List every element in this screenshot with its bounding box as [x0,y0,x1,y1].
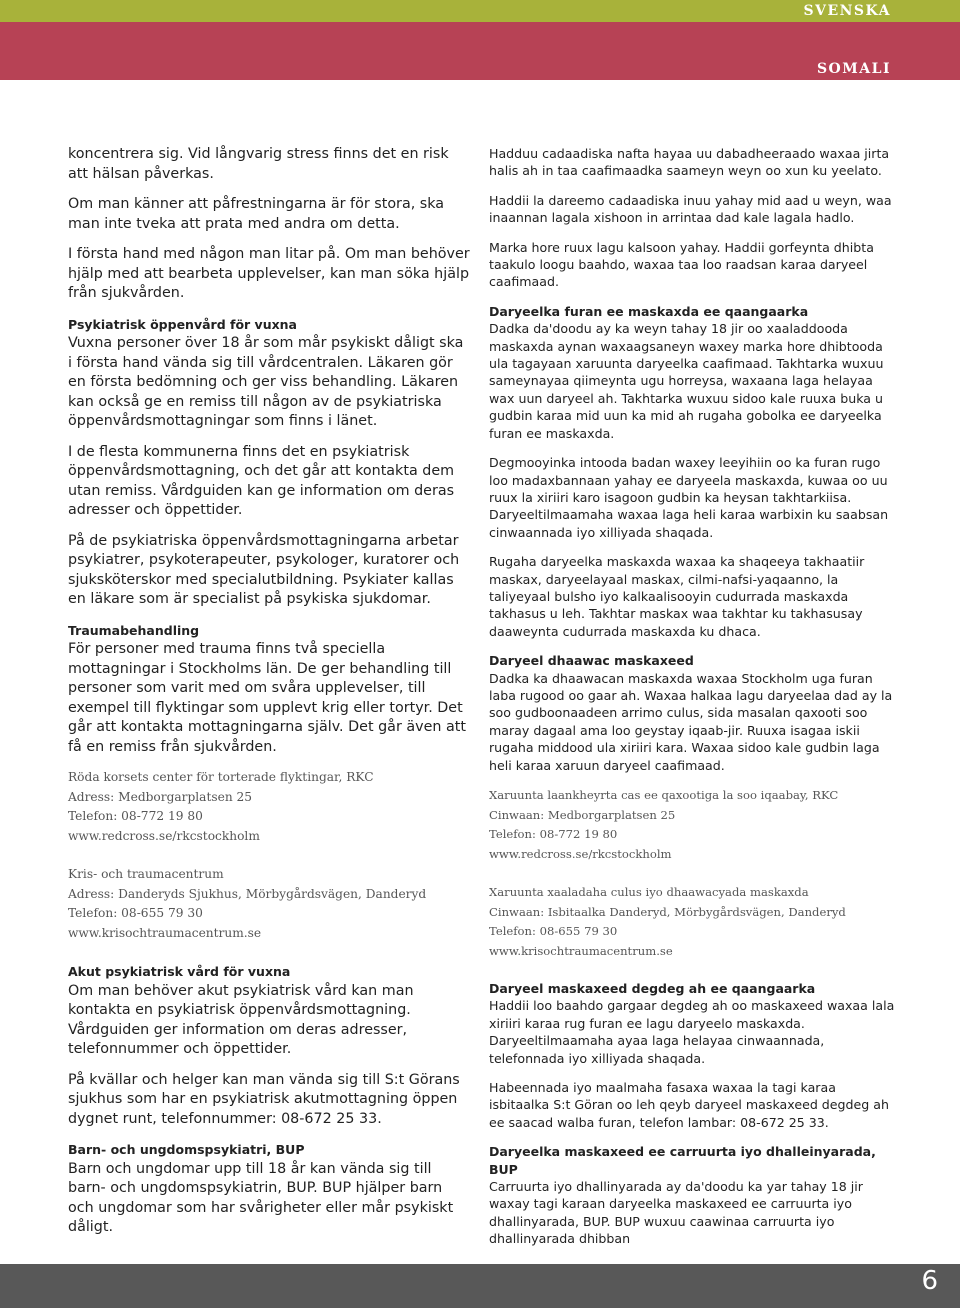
paragraph: På kvällar och helger kan man vända sig till S:t Görans sjukhus som har en psykiatrisk akutmottagning öppen dygnet runt, telefonnummer: 08-672 25 33. [68,1071,460,1127]
contact-name: Kris- och traumacentrum [68,867,224,881]
footer-band [0,1264,960,1308]
paragraph: Rugaha daryeelka maskaxda waxaa ka shaqeeya takhaatiir maskax, daryeelayaal maskax, cilmi-nafsi-yaqaanno, la taliyeyaal bulsho iyo kalkaalisooyin cudurrada maskaxda takhasus u leh. Takhtar maskax waa takhtar ku takhasusay daaweynta cudurrada maskaxda ku dhaca. [489,554,865,639]
contact-name: Röda korsets center för torterade flyktingar, RKC [68,770,374,784]
paragraph: Vuxna personer över 18 år som mår psykiskt dåligt ska i första hand vända sig till vårdcentralen. Läkaren gör en första bedömning och ger viss behandling. Läkaren kan också ge en remiss till någon av de psykiatriska öppenvårdsmottagningar som finns i länet. [68,335,464,429]
paragraph: Haddii la dareemo cadaadiska inuu yahay mid aad u weyn, waa inaannan lagala xishoon in arrintaa dad kale lagala hadlo. [489,192,892,226]
page-number: 6 [921,1266,938,1296]
contact-website: www.redcross.se/rkcstockholm [68,828,260,843]
paragraph: Haddii loo baahdo gargaar degdeg ah oo maskaxeed waxaa lala xiriiri karaa rug furan ee lagu daryeelo maskaxda. Daryeeltilmaamaha ayaa laga helayaa cinwaannada, telefonnada iyo xilliyada shaqada. [489,998,895,1066]
section-heading: Traumabehandling [68,622,200,638]
contact-phone: Telefon: 08-655 79 30 [68,906,203,920]
paragraph: Carruurta iyo dhallinyarada ay da'doodu ka yar tahay 18 jir waxay tagi karaan daryeelka maskaxeed ee carruurta iyo dhallinyarada, BUP. BUP wuxuu caawinaa carruurta iyo dhallinyarada dhibban [489,1179,863,1247]
section-heading: Barn- och ungdomspsykiatri, BUP [68,1142,305,1157]
contact-address: Adress: Medborgarplatsen 25 [68,789,253,804]
contact-phone: Telefon: 08-772 19 80 [68,809,203,823]
section-heading: Akut psykiatrisk vård för vuxna [68,964,291,979]
paragraph: I första hand med någon man litar på. Om man behöver hjälp med att bearbeta upplevelser, kan man söka hjälp från sjukvården. [68,246,470,301]
paragraph: koncentrera sig. Vid långvarig stress finns det en risk att hälsan påverkas. [68,146,449,182]
somali-column [489,145,899,1260]
swedish-column [68,145,470,1249]
paragraph: Dadka ka dhaawacan maskaxda waxaa Stockholm uga furan laba rugood oo gaar ah. Waxaa halkaa lagu daryeelaa dad ay la soo gudboonaadeen arrimo culus, sida masalan qaxooti soo maray dagaal ama loo geystay iqaab-jir. Ruuxa isagaa iskii rugaha middood ula xiriiri kara. Waxaa sidoo kale gudbin laga heli karaa xaruun daryeel caafimaad. [489,670,893,773]
contact-phone: Telefon: 08-772 19 80 [489,827,618,841]
contact-name: Xaruunta laankheyrta cas ee qaxootiga la soo iqaabay, RKC [489,788,839,802]
language-label-somali: SOMALI [816,61,891,77]
contact-website: www.krisochtraumacentrum.se [68,925,262,940]
paragraph: På de psykiatriska öppenvårdsmottagningarna arbetar psykiatrer, psykoterapeuter, psykologer, kuratorer och sjuksköterskor med specialutbildning. Psykiater kallas en läkare som är specialist på psykiska sjukdomar. [68,532,460,607]
contact-name: Xaruunta xaaladaha culus iyo dhaawacyada maskaxda [489,885,809,899]
contact-block-rkc [489,786,899,864]
paragraph: Om man känner att påfrestningarna är för stora, ska man inte tveka att prata med andra om detta. [68,196,445,232]
contact-block-rkc [68,768,470,846]
language-label-svenska: SVENSKA [803,3,891,19]
section-heading: Daryeel maskaxeed degdeg ah ee qaangaarka [489,981,816,996]
contact-website: www.krisochtraumacentrum.se [489,943,673,958]
paragraph: Dadka da'doodu ay ka weyn tahay 18 jir oo xaaladdooda maskaxda aynan waxaagsaneyn waxey marka hore dhibtooda ula tagayaan xaruunta daryeelka caafimaad. Takhtarka wuxuu sameynayaa qiimeynta ugu horreysa, waxaana laga helayaa wax uun daryeel ah. Takhtarka wuxuu sidoo kale ruuxa buka u gudbin karaa mid uun ka mid ah rugaha gobolka ee daryeelka furan ee maskaxda. [489,321,884,441]
paragraph: Om man behöver akut psykiatrisk vård kan man kontakta en psykiatrisk öppenvårdsmottagning. Vårdguiden ger information om deras adresser, telefonnummer och öppettider. [68,982,414,1057]
section-heading: Daryeel dhaawac maskaxeed [489,653,694,669]
contact-address: Adress: Danderyds Sjukhus, Mörbygårdsvägen, Danderyd [68,886,427,901]
contact-phone: Telefon: 08-655 79 30 [489,924,618,938]
paragraph: För personer med trauma finns två speciella mottagningar i Stockholms län. De ger behandling till personer som varit med om svåra upplevelser, till exempel till flyktingar som upplevt krig eller tortyr. Det går att kontakta mottagningarna själv. Det går även att få en remiss från sjukvården. [68,641,466,755]
paragraph: Marka hore ruux lagu kalsoon yahay. Haddii gorfeynta dhibta taakulo loogu baahdo, waxaa taa loo raadsan karaa daryeel caafimaad. [489,239,874,290]
paragraph: Barn och ungdomar upp till 18 år kan vända sig till barn- och ungdomspsykiatrin, BUP. BUP hjälper barn och ungdomar som har svårigheter eller mår psykiskt dåligt. [68,1160,454,1235]
paragraph: Degmooyinka intooda badan waxey leeyihiin oo ka furan rugo loo madaxbannaan yahay ee daryeela maskaxda, kuwaa oo uu ruux la xiriiri karo isagoon gudbin ka heysan takhtarkiisa. Daryeeltilmaamaha waxaa laga heli karaa warbixin ku saabsan cinwaannada iyo xilliyada shaqada. [489,455,889,540]
section-heading: Psykiatrisk öppenvård för vuxna [68,316,297,332]
section-heading: Daryeelka maskaxeed ee carruurta iyo dhalleinyarada, BUP [489,1144,876,1177]
contact-address: Cinwaan: Medborgarplatsen 25 [489,807,676,822]
contact-address: Cinwaan: Isbitaalka Danderyd, Mörbygårdsvägen, Danderyd [489,904,846,919]
contact-website: www.redcross.se/rkcstockholm [489,846,672,861]
contact-block-kris [68,865,470,943]
paragraph: Hadduu cadaadiska nafta hayaa uu dabadheeraado waxaa jirta halis ah in taa caafimaadka saameyn weyn oo xun ku yeelato. [489,146,890,179]
section-heading: Daryeelka furan ee maskaxda ee qaangaarka [489,303,809,319]
contact-block-kris [489,883,899,961]
paragraph: I de flesta kommunerna finns det en psykiatrisk öppenvårdsmottagning, och det går att kontakta dem utan remiss. Vårdguiden kan ge information om deras adresser och öppettider. [68,443,455,518]
paragraph: Habeennada iyo maalmaha fasaxa waxaa la tagi karaa isbitaalka S:t Göran oo leh qeyb daryeel maskaxeed degdeg ah ee saacad walba furan, telefon lambar: 08-672 25 33. [489,1080,889,1130]
